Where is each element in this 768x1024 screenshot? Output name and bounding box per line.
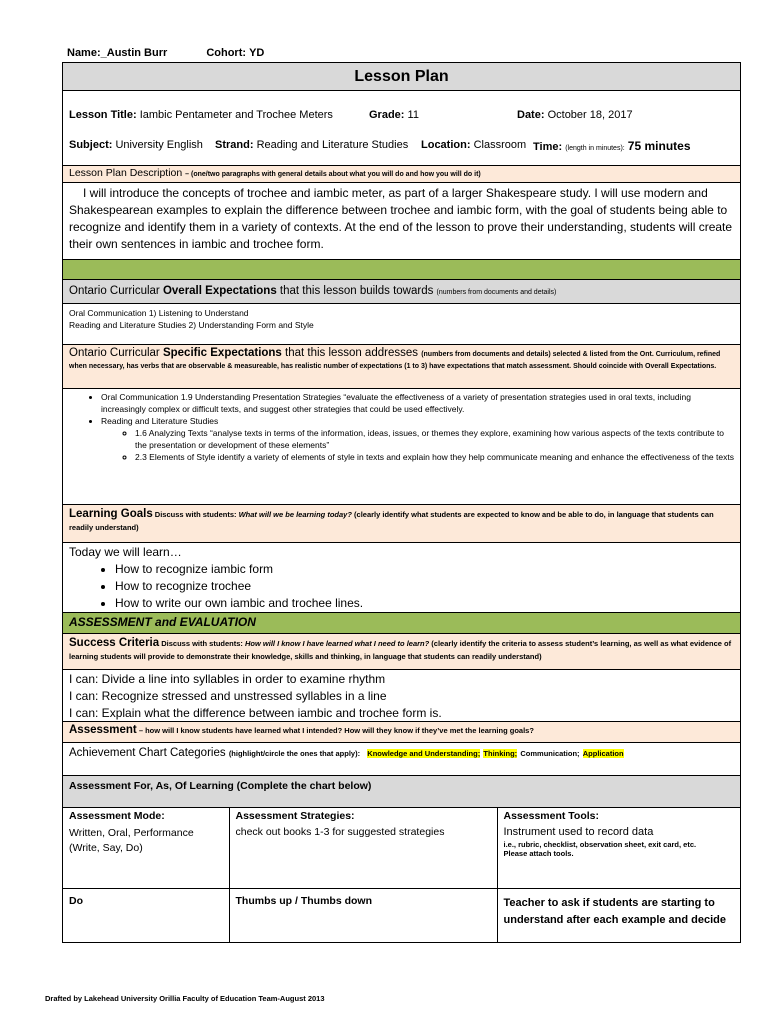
specific-sub-2-3: ◦ 2.3 Elements of Style identify a variety of elements of style in texts and explain how they help communicate meaning and enhance the effectiveness of the texts [135,451,734,463]
strand-value: Reading and Literature Studies [256,139,409,151]
success-item: I can: Explain what the difference between iambic and trochee form is. [69,706,442,720]
goal-item: • How to recognize iambic form [115,561,734,578]
success-item: I can: Divide a line into syllables in order to examine rhythm [69,672,386,686]
goals-intro: Today we will learn… [69,545,182,559]
student-name: Austin Burr [106,47,168,59]
specific-heading-post: that this lesson addresses [281,347,422,359]
success-note-post: (clearly identify the criteria to assess student’s learning, as well as what evidence of learning students will provide to demonstrate their knowledge, skills and thinking, in language that students can readily understand) [69,639,732,661]
learning-goals-heading: Learning Goals [69,508,153,520]
achievement-label: Achievement Chart Categories [69,747,229,759]
overall-expectations-heading-row [63,280,740,304]
description-heading: Lesson Plan Description [69,167,183,179]
goals-note-pre: Discuss with students: [152,510,239,519]
category-knowledge-understanding: Knowledge and Understanding; [367,749,481,758]
assessment-tools-line1: Instrument used to record data [503,826,654,838]
overall-expectations-body [63,304,740,345]
assessment-heading: Assessment [69,724,137,736]
time-note: (length in minutes): [565,145,625,152]
success-note-question: How will I know I have learned what I need to learn? [245,639,430,648]
page-title: Lesson Plan [63,63,740,91]
lesson-title-label: Lesson Title: [69,109,137,121]
grade-value: 11 [407,109,419,121]
overall-heading-pre: Ontario Curricular [69,285,163,297]
specific-item-reading [101,415,734,463]
overall-heading-note: (numbers from documents and details) [436,289,557,296]
subject-label: Subject: [69,139,113,151]
assessment-for-as-of-heading: Assessment For, As, Of Learning (Complete the chart below) [63,776,740,808]
assessment-chart [63,808,740,942]
goal-item: • How to recognize trochee [115,578,734,595]
category-application: Application [582,749,624,758]
goals-note-question: What will we be learning today? [238,510,352,519]
name-label: Name:_ [67,47,107,59]
time-value: 75 minutes [627,139,691,153]
time-label: Time: [533,141,563,153]
success-note-pre: Discuss with students: [159,639,245,648]
assessment-heading-row [63,722,740,743]
assessment-tools-line3: Please attach tools. [503,849,574,858]
lesson-plan-form [62,62,741,943]
achievement-chart-row [63,743,740,776]
assessment-tools-line2: i.e., rubric, checklist, observation sheet, exit card, etc. [503,840,697,849]
strand-label: Strand: [215,139,254,151]
assessment-strategies-header: Assessment Strategies: [235,810,355,822]
location-label: Location: [421,139,471,151]
assessment-note: – how will I know students have learned what I intended? How will they know if they’ve met the learning goals? [136,726,534,735]
tool-teacher-cell: Teacher to ask if students are starting to understand after each example and decide [503,896,727,926]
document-header [67,47,264,59]
goals-note-post: (clearly identify what students are expected to know and be able to do, in language that students can readily understand) [69,510,714,532]
overall-line-2: Reading and Literature Studies 2) Understanding Form and Style [69,320,314,330]
grade-label: Grade: [369,109,405,121]
date-value: October 18, 2017 [547,109,633,121]
assessment-strategies-cell [229,808,497,888]
assessment-evaluation-heading: ASSESSMENT and EVALUATION [63,613,740,634]
mode-do-cell: Do [63,888,229,942]
learning-goals-body [63,543,740,613]
assessment-mode-header: Assessment Mode: [69,810,165,822]
overall-heading-post: that this lesson builds towards [276,285,437,297]
specific-heading-pre: Ontario Curricular [69,347,163,359]
specific-sub-1-6: ◦ 1.6 Analyzing Texts “analyse texts in terms of the information, ideas, issues, or themes they explore, examining how various aspects of the texts contribute to the presentation or development of these elements” [135,427,734,451]
specific-heading-note: (numbers from documents and details) selected & listed from the Ont. Curriculum, refined when necessary, has verbs that are observable & measureable, has realistic number of expectations (1 to 3) have expectations that match assessment. Should coincide with Overall Expectations. [69,351,721,370]
overall-line-1: Oral Communication 1) Listening to Understand [69,308,249,318]
lesson-title-value: Iambic Pentameter and Trochee Meters [139,109,333,121]
assessment-mode-line1: Written, Oral, Performance [69,827,194,839]
cohort-value: YD [249,47,265,59]
success-criteria-heading: Success Criteria [69,637,160,649]
learning-goals-heading-row [63,505,740,543]
success-criteria-body [63,670,740,722]
specific-expectations-body [63,389,740,505]
green-divider [63,260,740,280]
cohort-label: Cohort: [206,47,247,59]
overall-heading-bold: Overall Expectations [162,285,277,297]
category-communication: Communication; [520,749,580,758]
lesson-info-section [63,91,740,166]
category-thinking: Thinking; [483,749,518,758]
success-item: I can: Recognize stressed and unstressed syllables in a line [69,689,387,703]
description-text: I will introduce the concepts of trochee and iambic meter, as part of a larger Shakespeare study. I will use modern and Shakespearean examples to explain the difference between trochee and iambic form, with the goal of students being able to recognize and identify them in a variety of contexts. At the end of the lesson to prove their understanding, students will create their own sentences in iambic and trochee form. [63,183,740,260]
assessment-mode-line2: (Write, Say, Do) [69,842,143,854]
date-label: Date: [517,109,545,121]
specific-expectations-heading-row [63,345,740,389]
strategy-thumbs-cell: Thumbs up / Thumbs down [229,888,497,942]
specific-heading-bold: Specific Expectations [162,347,282,359]
specific-item-oral: • Oral Communication 1.9 Understanding Presentation Strategies “evaluate the effectiveness of a variety of presentation strategies used in oral texts, including increasingly complex or difficult texts, and suggest other strategies that could be used effectively. [101,391,734,415]
specific-item-reading-label: Reading and Literature Studies [101,416,219,426]
subject-value: University English [115,139,203,151]
achievement-note: (highlight/circle the ones that apply): [228,749,361,758]
footer-note: Drafted by Lakehead University Orillia Faculty of Education Team-August 2013 [45,994,325,1003]
goal-item: • How to write our own iambic and trochee lines. [115,595,734,612]
assessment-mode-cell [63,808,229,888]
success-criteria-heading-row [63,634,740,670]
assessment-tools-header: Assessment Tools: [503,810,599,822]
location-value: Classroom [473,139,527,151]
description-heading-row [63,166,740,183]
assessment-strategies-line1: check out books 1-3 for suggested strategies [235,826,445,838]
description-note: – (one/two paragraphs with general details about what you will do and how you will do it) [185,171,481,178]
assessment-tools-cell [497,808,740,888]
